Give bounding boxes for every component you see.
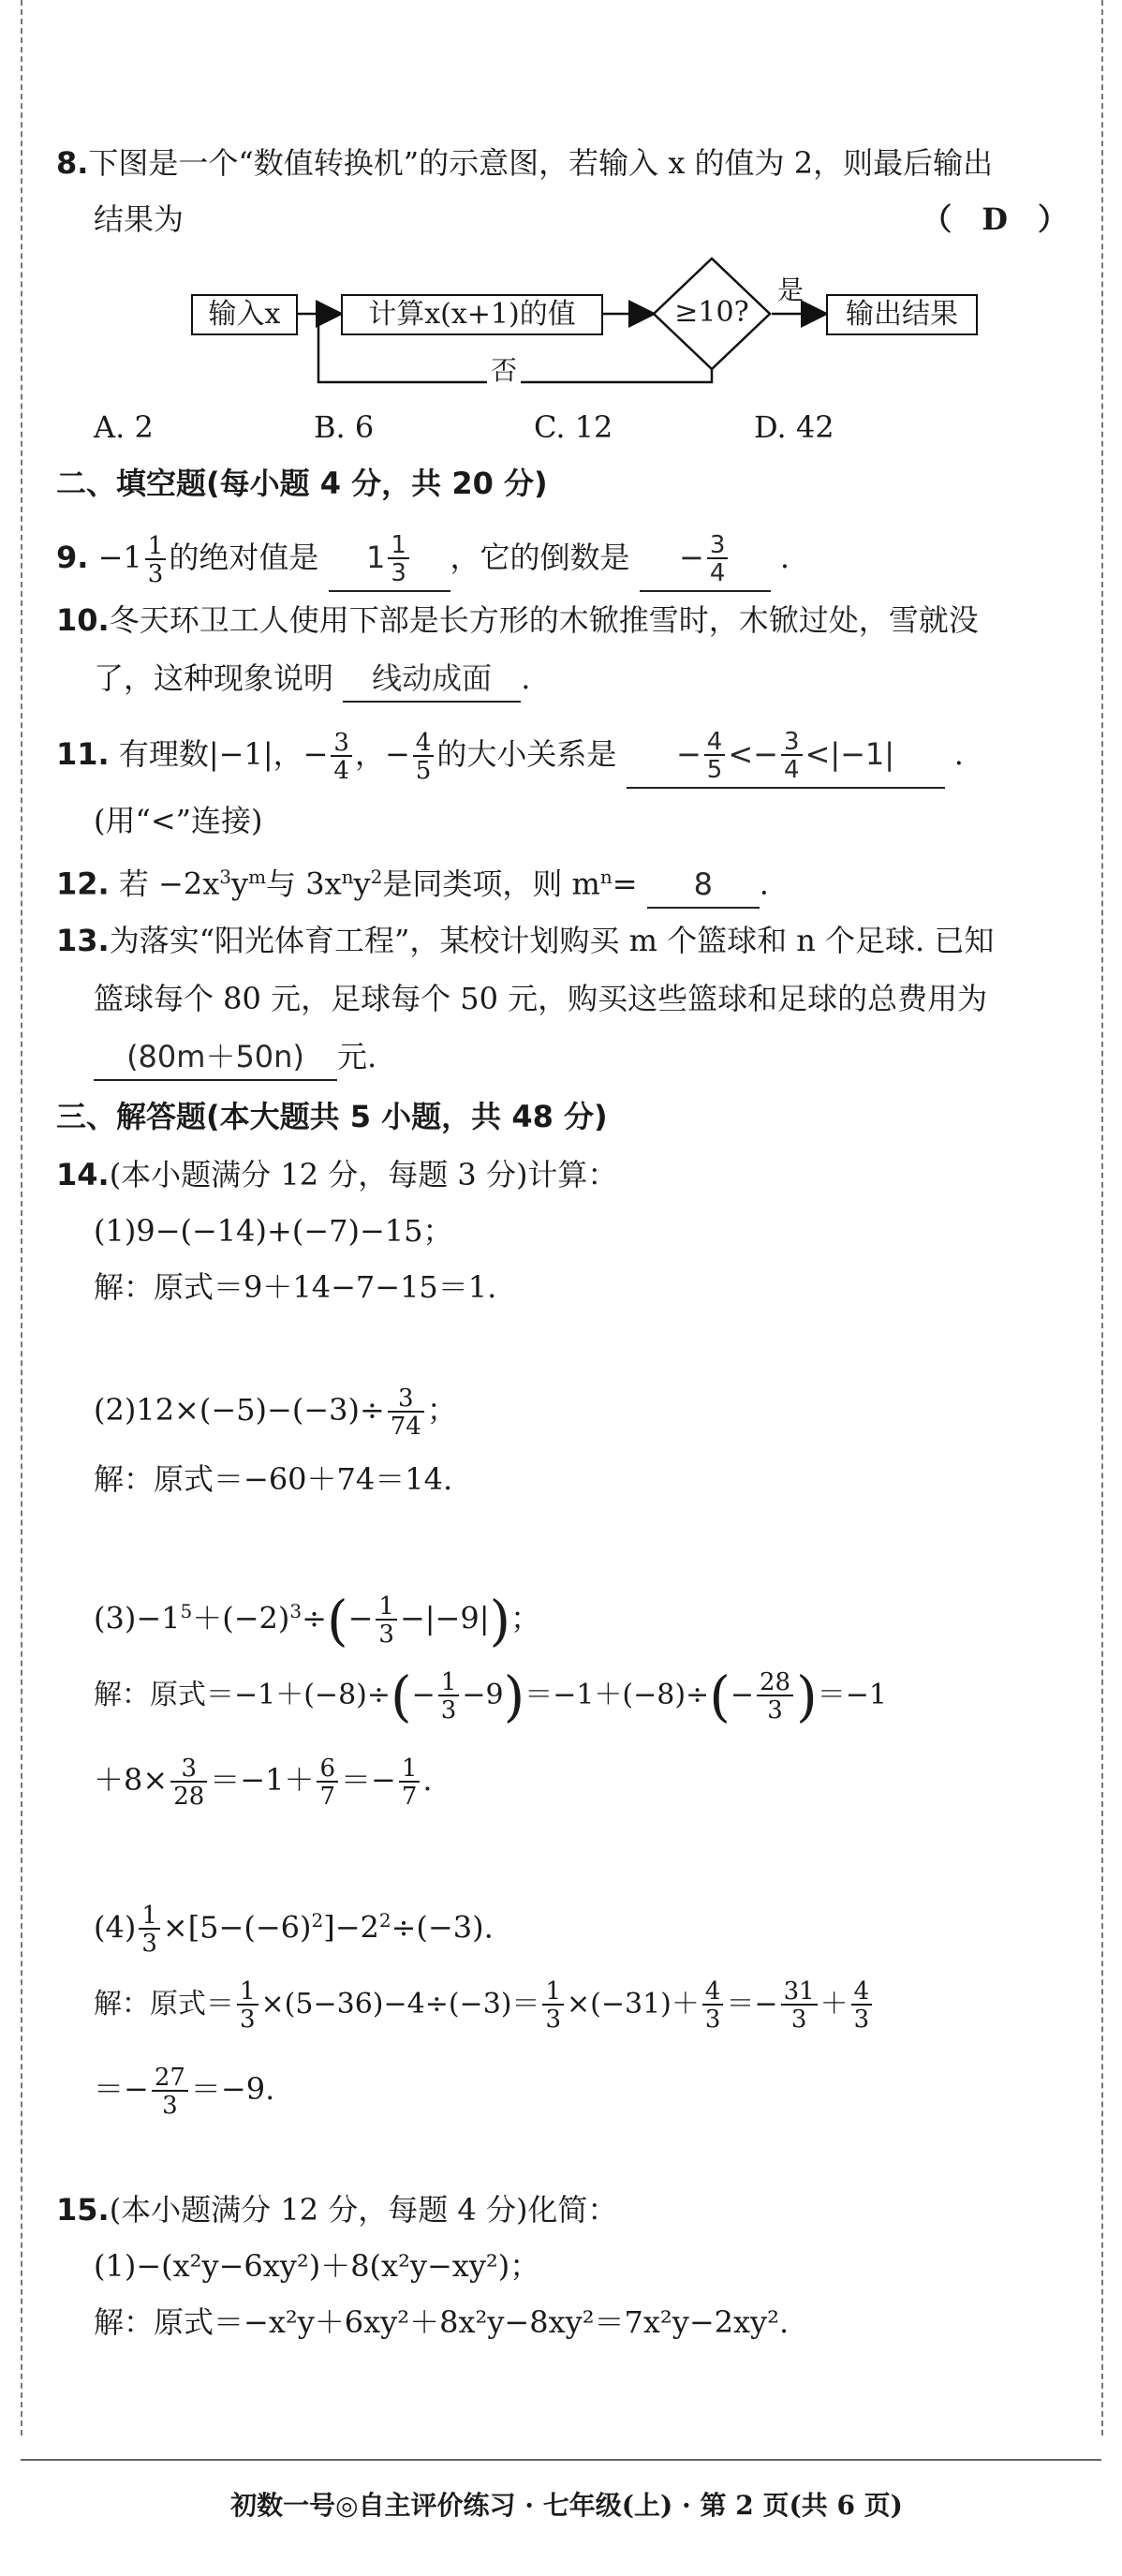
option-a: A. 2 bbox=[94, 409, 154, 445]
q14-p4-frac bbox=[139, 1902, 160, 1959]
q12-e1: 3 bbox=[219, 866, 231, 888]
q14-s4-frac6 bbox=[152, 2065, 188, 2118]
question-9 bbox=[56, 525, 790, 592]
q12-mid4: 是同类项，则 m bbox=[382, 866, 600, 902]
question-11 bbox=[56, 721, 964, 789]
q14-s3-f: ＝−1 bbox=[817, 1679, 887, 1711]
q14-p2-num: 3 bbox=[398, 1384, 414, 1413]
q9-ans1-whole: 1 bbox=[366, 540, 386, 575]
q14-s4-d3: 3 bbox=[702, 2004, 724, 2032]
q14-s4-frac5 bbox=[851, 1979, 873, 2032]
q9-fraction bbox=[145, 531, 167, 588]
question-15-text: (本小题满分 12 分，每题 4 分)化简： bbox=[109, 2192, 618, 2228]
question-8-text: 下图是一个“数值转换机”的示意图，若输入 x 的值为 2，则最后输出 bbox=[88, 145, 994, 181]
q11-ans-f2-den: 4 bbox=[781, 754, 803, 782]
section-2-heading: 二、填空题(每小题 4 分，共 20 分) bbox=[56, 466, 548, 501]
q14-s3-frac5 bbox=[399, 1756, 421, 1809]
question-14-solution3-line1: 解：原式＝−1＋(−8)÷(− $\frac{1}{3}$ −9)＝−1＋(−8)÷(− $\frac{28}{3}$ )＝−1 bbox=[94, 1665, 887, 1728]
flow-compute-box: 计算x(x+1)的值 bbox=[341, 294, 603, 335]
q14-p2-pre: (2)12×(−5)−(−3)÷ bbox=[94, 1392, 385, 1428]
question-14-solution4-line2 bbox=[94, 2051, 274, 2126]
q14-s3-c: −9 bbox=[462, 1679, 504, 1711]
question-14-number: 14. bbox=[56, 1157, 110, 1192]
q12-e3: n bbox=[341, 866, 354, 888]
question-15-solution1: 解：原式＝−x²y＋6xy²＋8x²y−8xy²＝7x²y−2xy². bbox=[94, 2304, 790, 2340]
q14-s4-c: ×(−31)＋ bbox=[567, 1988, 700, 2021]
option-b: B. 6 bbox=[314, 409, 375, 445]
q14-p4-end: ÷(−3). bbox=[391, 1909, 494, 1946]
q11-ans-f2-num: 3 bbox=[783, 728, 800, 756]
question-9-number: 9. bbox=[56, 540, 89, 575]
q14-p3-frac bbox=[376, 1592, 397, 1650]
question-10-text: 冬天环卫工人使用下部是长方形的木锨推雪时，木锨过处，雪就没 bbox=[109, 602, 979, 638]
q14-s4-d6: 3 bbox=[152, 2090, 188, 2118]
q9-ans1-den: 3 bbox=[388, 557, 409, 585]
q14-s4-frac4 bbox=[781, 1979, 818, 2032]
q14-s4-a: 解：原式＝ bbox=[94, 1988, 234, 2021]
q14-s4-n2: 1 bbox=[545, 1977, 562, 2006]
question-8-text2: 结果为 bbox=[94, 201, 185, 237]
q9-ans1-frac bbox=[388, 533, 409, 585]
q14-p4-e2: 2 bbox=[378, 1909, 391, 1932]
q12-mid1: y bbox=[231, 866, 249, 902]
flow-input-box: 输入x bbox=[191, 294, 298, 335]
page-footer: 初数一号◎自主评价练习 · 七年级(上) · 第 2 页(共 6 页) bbox=[230, 2490, 903, 2521]
question-10-line1 bbox=[56, 598, 979, 643]
q14-s4-g: ＝−9. bbox=[190, 2071, 275, 2107]
question-14-solution1: 解：原式＝9＋14−7−15＝1. bbox=[94, 1269, 497, 1305]
q14-p4-den: 3 bbox=[139, 1928, 160, 1956]
footer-rule bbox=[21, 2459, 1101, 2461]
q14-p4-mid2: ]−2 bbox=[323, 1909, 379, 1946]
q9-end: . bbox=[779, 540, 790, 575]
q12-e2: m bbox=[248, 866, 267, 888]
question-10-number: 10. bbox=[56, 602, 110, 638]
q14-s4-e: ＋ bbox=[819, 1988, 849, 2021]
q12-mid2: 与 3x bbox=[266, 866, 342, 902]
q14-s4-d: ＝− bbox=[726, 1988, 778, 2021]
q14-s3-h: ＝−1＋ bbox=[210, 1762, 315, 1798]
q14-p3-pre: (3)−1 bbox=[94, 1600, 181, 1636]
q11-pre: 有理数|−1|，− bbox=[118, 736, 329, 772]
q14-p3-den: 3 bbox=[376, 1619, 397, 1647]
q14-p3-mid2: ÷ bbox=[302, 1600, 327, 1636]
q14-s3-n4: 6 bbox=[319, 1754, 336, 1783]
q11-ans-frac1 bbox=[704, 730, 726, 782]
question-11-answer bbox=[627, 721, 945, 789]
q11-mid: ，− bbox=[354, 736, 410, 772]
q14-s4-n5: 4 bbox=[853, 1977, 870, 2006]
q14-s4-n3: 4 bbox=[704, 1977, 721, 2006]
q12-e5: n bbox=[599, 866, 613, 888]
question-9-answer-2 bbox=[640, 525, 771, 592]
question-11-number: 11. bbox=[56, 736, 110, 772]
question-15-number: 15. bbox=[56, 2192, 110, 2228]
question-14-part1: (1)9−(−14)+(−7)−15； bbox=[94, 1213, 453, 1249]
q14-s3-d1: 3 bbox=[438, 1695, 460, 1723]
option-d: D. 42 bbox=[754, 409, 834, 445]
q12-mid5: = bbox=[612, 866, 638, 902]
question-14-solution4-line1 bbox=[94, 1967, 875, 2042]
flow-no-label: 否 bbox=[487, 350, 521, 388]
question-10-answer: 线动成面 bbox=[343, 656, 521, 703]
q14-p3-mid: ＋(−2) bbox=[192, 1600, 290, 1636]
question-12-answer: 8 bbox=[647, 862, 760, 909]
q11-ans-c: <|−1| bbox=[805, 736, 895, 772]
q9-pre: −1 bbox=[97, 540, 142, 575]
q11-ans-frac2 bbox=[781, 730, 803, 782]
right-margin-line bbox=[1101, 0, 1103, 2435]
q9-text1: 的绝对值是 bbox=[169, 540, 319, 575]
q14-s3-i: ＝− bbox=[341, 1762, 396, 1798]
q14-p3-num: 1 bbox=[378, 1592, 394, 1621]
question-15-title bbox=[56, 2187, 617, 2232]
q14-p3-inner1: − bbox=[347, 1600, 374, 1636]
q12-e4: 2 bbox=[370, 866, 383, 888]
q14-s4-n6: 27 bbox=[154, 2063, 185, 2092]
q14-p3-inner2: −|−9| bbox=[399, 1600, 490, 1636]
q14-s3-frac4 bbox=[317, 1756, 338, 1809]
q11-frac1 bbox=[331, 728, 352, 785]
flow-condition-label: ≥10? bbox=[674, 296, 749, 329]
question-8-line2 bbox=[94, 197, 1068, 242]
question-13-number: 13. bbox=[56, 923, 110, 958]
question-8-answer: （ D ） bbox=[922, 201, 1068, 237]
q14-s3-n3: 3 bbox=[181, 1754, 197, 1783]
q9-ans1-num: 1 bbox=[391, 531, 406, 559]
question-8-line1 bbox=[56, 141, 993, 185]
q14-s3-e: − bbox=[730, 1679, 754, 1711]
q9-ans2-den: 4 bbox=[707, 557, 729, 585]
q9-ans2-num: 3 bbox=[709, 531, 726, 559]
q9-ans2-sign: − bbox=[679, 540, 704, 575]
q10-text2: 了，这种现象说明 bbox=[94, 660, 334, 696]
question-15-part1: (1)−(x²y−6xy²)＋8(x²y−xy²)； bbox=[94, 2248, 540, 2284]
q12-end: . bbox=[759, 866, 769, 902]
question-13-line1 bbox=[56, 918, 994, 963]
section-3-heading: 三、解答题(本大题共 5 小题，共 48 分) bbox=[56, 1099, 608, 1134]
q14-s4-frac3 bbox=[702, 1979, 724, 2032]
q14-p4-mid: ×[5−(−6) bbox=[162, 1909, 312, 1946]
question-14-solution2: 解：原式＝−60＋74＝14. bbox=[94, 1461, 453, 1497]
q14-s4-n4: 31 bbox=[783, 1977, 815, 2006]
question-9-answer-1 bbox=[329, 525, 450, 592]
q14-s4-d4: 3 bbox=[781, 2004, 818, 2032]
option-c: C. 12 bbox=[534, 409, 613, 445]
q14-s4-frac2 bbox=[542, 1979, 564, 2032]
q11-ans-f1-den: 5 bbox=[704, 754, 726, 782]
q14-s3-frac1 bbox=[438, 1670, 460, 1723]
q13-end: 元. bbox=[337, 1039, 377, 1074]
q14-p4-pre: (4) bbox=[94, 1909, 137, 1946]
q14-s4-d5: 3 bbox=[851, 2004, 873, 2032]
q14-s3-n2: 28 bbox=[759, 1668, 791, 1696]
q14-s3-d5: 7 bbox=[399, 1781, 421, 1809]
q14-s3-b: − bbox=[411, 1679, 436, 1711]
q12-mid3: y bbox=[353, 866, 371, 902]
q14-s3-frac3 bbox=[170, 1756, 207, 1809]
question-14-part4 bbox=[94, 1883, 494, 1965]
q14-p3-e1: 5 bbox=[180, 1600, 193, 1622]
question-13-line2: 篮球每个 80 元，足球每个 50 元，购买这些篮球和足球的总费用为 bbox=[94, 981, 988, 1016]
question-14-part3: $(3)-1^5+(-2)^3\div(-$ $\frac{1}{3}$ −|−9|)； bbox=[94, 1589, 541, 1653]
q14-s4-n1: 1 bbox=[240, 1977, 256, 2006]
left-margin-line bbox=[21, 0, 22, 2435]
q14-p4-e1: 2 bbox=[311, 1909, 324, 1932]
q14-s3-end: . bbox=[422, 1762, 433, 1798]
q9-frac-den: 3 bbox=[145, 558, 167, 586]
q14-s3-d3: 28 bbox=[170, 1781, 207, 1809]
flow-output-box: 输出结果 bbox=[826, 294, 978, 335]
q14-s3-g: ＋8× bbox=[94, 1762, 169, 1798]
q11-ans-f1-num: 4 bbox=[706, 728, 723, 756]
question-14-title bbox=[56, 1152, 617, 1197]
q14-p2-end: ； bbox=[426, 1392, 457, 1428]
q14-p4-num: 1 bbox=[141, 1902, 157, 1931]
q14-s3-d4: 7 bbox=[317, 1781, 338, 1809]
q11-f1-num: 3 bbox=[333, 728, 349, 757]
question-13-answer: (80m＋50n) bbox=[94, 1034, 337, 1081]
q14-p3-end: ； bbox=[510, 1600, 541, 1636]
question-8-number: 8. bbox=[56, 145, 89, 181]
q14-p2-frac bbox=[388, 1386, 424, 1439]
q11-f2-num: 4 bbox=[415, 728, 432, 757]
q11-ans-a: − bbox=[675, 736, 701, 772]
q9-frac-num: 1 bbox=[147, 531, 164, 560]
question-12-number: 12. bbox=[56, 866, 110, 902]
question-14-solution3-line2 bbox=[94, 1742, 433, 1817]
question-14-part2 bbox=[94, 1377, 457, 1443]
q14-s4-b: ×(5−36)−4÷(−3)＝ bbox=[260, 1988, 540, 2021]
q14-s4-d2: 3 bbox=[542, 2004, 564, 2032]
q14-p3-e2: 3 bbox=[289, 1600, 303, 1622]
q9-ans2-frac bbox=[707, 533, 729, 585]
q14-s3-a: 解：原式＝−1＋(−8)÷ bbox=[94, 1679, 391, 1711]
q14-s3-d: ＝−1＋(−8)÷ bbox=[524, 1679, 710, 1711]
q14-s3-n1: 1 bbox=[440, 1668, 457, 1696]
q9-text2: ，它的倒数是 bbox=[450, 540, 630, 575]
question-10-line2 bbox=[94, 656, 530, 703]
question-12 bbox=[56, 854, 769, 909]
q11-f2-den: 5 bbox=[413, 755, 435, 783]
flow-yes-label: 是 bbox=[777, 274, 805, 305]
q14-s4-d1: 3 bbox=[237, 2004, 258, 2032]
q14-p2-den: 74 bbox=[388, 1411, 424, 1439]
q11-ans-b: <− bbox=[728, 736, 778, 772]
q10-end: . bbox=[521, 660, 531, 696]
question-11-note: (用“<”连接) bbox=[94, 803, 263, 838]
q11-frac2 bbox=[413, 728, 435, 785]
q11-end: . bbox=[953, 736, 964, 772]
question-13-line3 bbox=[94, 1034, 376, 1081]
q14-s3-n5: 1 bbox=[401, 1754, 418, 1783]
q14-s3-d2: 3 bbox=[757, 1695, 793, 1723]
q14-s4-frac1 bbox=[237, 1979, 258, 2032]
q11-text: 的大小关系是 bbox=[436, 736, 617, 772]
q12-pre: 若 −2x bbox=[118, 866, 220, 902]
question-13-text: 为落实“阳光体育工程”，某校计划购买 m 个篮球和 n 个足球. 已知 bbox=[109, 923, 995, 958]
q14-s4-f: ＝− bbox=[94, 2071, 149, 2107]
q11-f1-den: 4 bbox=[331, 755, 352, 783]
question-14-text: (本小题满分 12 分，每题 3 分)计算： bbox=[109, 1157, 618, 1192]
q14-s3-frac2 bbox=[757, 1670, 793, 1723]
